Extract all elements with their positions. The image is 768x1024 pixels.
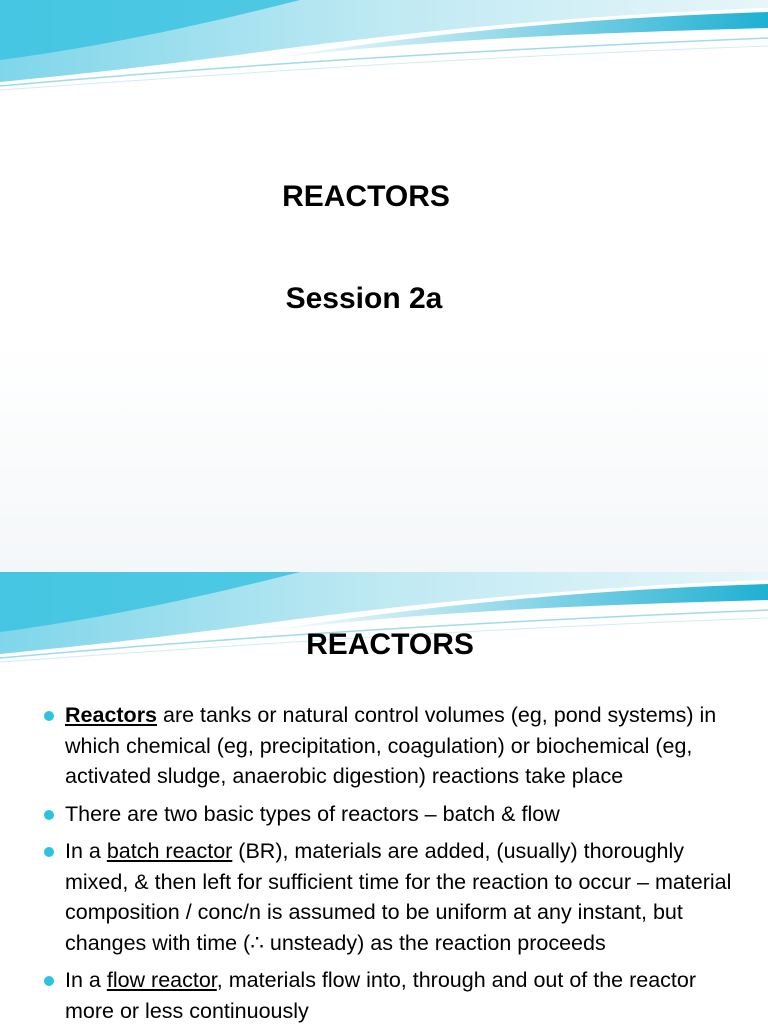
bullet-icon — [44, 711, 54, 721]
bullet-reactors-definition — [0, 700, 768, 792]
bullet-text: (BR), materials are added, (usually) thoroughly mixed, & then left for sufficient time for the reaction to occur – material composition / conc/n is assumed to be uniform at any instant, but changes with time (∴ unsteady) as the reaction proceeds — [65, 839, 732, 955]
bullet-text: are tanks or natural control volumes (eg, pond systems) in which chemical (eg, precipitation, coagulation) or biochemical (eg, activated sludge, anaerobic digestion) reactions take place — [65, 703, 717, 788]
bullet-flow-reactor — [0, 965, 768, 1024]
bullet-term: flow reactor — [106, 968, 217, 992]
bullet-icon — [44, 976, 54, 986]
slide-title: REACTORS — [306, 628, 474, 661]
slide-title: REACTORS — [282, 180, 450, 213]
slide-2 — [0, 572, 768, 1024]
bullet-text: , materials flow into, through and out of the reactor more or less continuously — [65, 968, 697, 1023]
bullet-batch-reactor — [0, 836, 768, 958]
bullet-text: There are two basic types of reactors – batch & flow — [65, 801, 560, 826]
bullet-term: batch reactor — [106, 839, 233, 863]
bullet-term: Reactors — [65, 703, 158, 727]
wave-banner — [0, 0, 768, 100]
bullet-lead: In a — [65, 968, 107, 992]
bullet-icon — [44, 810, 54, 820]
bullet-list — [0, 700, 768, 1024]
bullet-icon — [44, 847, 54, 857]
bullet-lead: In a — [65, 839, 107, 863]
bullet-reactor-types — [0, 799, 768, 830]
slide-subtitle: Session 2a — [285, 282, 443, 315]
